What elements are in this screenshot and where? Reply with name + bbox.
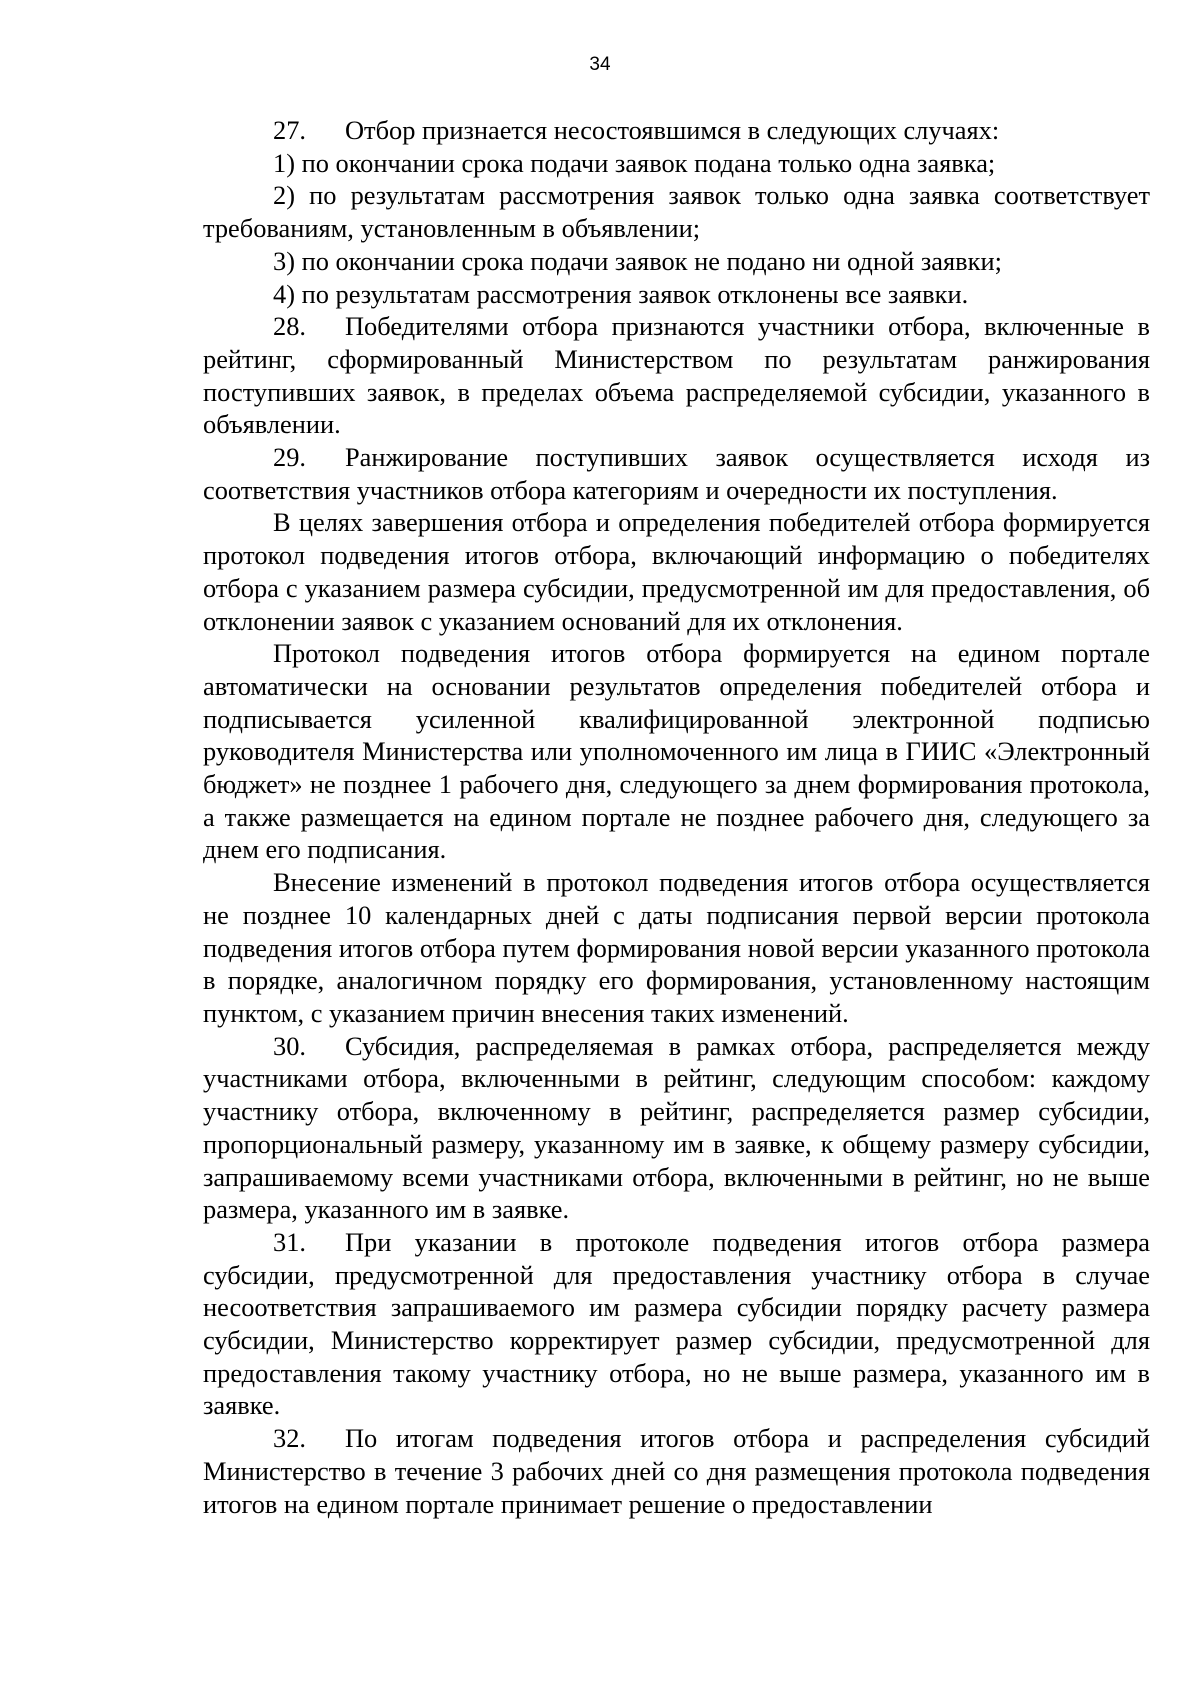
paragraph-29-protocol <box>203 637 1150 866</box>
clause-number: 29. <box>273 442 306 473</box>
paragraph-text: 1) по окончании срока подачи заявок подана только одна заявка; <box>273 147 996 178</box>
list-item-2 <box>203 179 1150 244</box>
paragraph-text: 2) по результатам рассмотрения заявок только одна заявка соответствует требованиям, установленным в объявлении; <box>203 180 1150 244</box>
paragraph-27 <box>203 114 1150 147</box>
clause-number: 32. <box>273 1423 306 1454</box>
paragraph-32 <box>203 1422 1150 1520</box>
paragraph-text: Победителями отбора признаются участники отбора, включенные в рейтинг, сформированный Министерством по результатам ранжирования поступивших заявок, в пределах объема распределяемой субсидии, указанного в объявлении. <box>203 311 1150 440</box>
clause-number: 28. <box>273 311 306 342</box>
list-item-4 <box>203 278 1150 311</box>
paragraph-30 <box>203 1030 1150 1226</box>
paragraph-text: По итогам подведения итогов отбора и распределения субсидий Министерство в течение 3 рабочих дней со дня размещения протокола подведения итогов на едином портале принимает решение о предоставлении <box>203 1423 1150 1519</box>
list-item-3 <box>203 245 1150 278</box>
paragraph-text: В целях завершения отбора и определения победителей отбора формируется протокол подведения итогов отбора, включающий информацию о победителях отбора с указанием размера субсидии, предусмотренной им для предоставления, об отклонении заявок с указанием оснований для их отклонения. <box>203 507 1150 636</box>
paragraph-31 <box>203 1226 1150 1422</box>
clause-number: 30. <box>273 1030 306 1061</box>
page-number: 34 <box>589 54 611 75</box>
paragraph-29-completion <box>203 506 1150 637</box>
list-item-1 <box>203 147 1150 180</box>
paragraph-text: 4) по результатам рассмотрения заявок отклонены все заявки. <box>273 278 969 309</box>
paragraph-text: Протокол подведения итогов отбора формируется на едином портале автоматически на основании результатов определения победителей отбора и подписывается усиленной квалифицированной электронной подписью руководителя Министерства или уполномоченного им лица в ГИИС «Электронный бюджет» не позднее 1 рабочего дня, следующего за днем формирования протокола, а также размещается на едином портале не позднее рабочего дня, следующего за днем его подписания. <box>203 638 1150 865</box>
paragraph-28 <box>203 310 1150 441</box>
paragraph-text: При указании в протоколе подведения итогов отбора размера субсидии, предусмотренной для предоставления участнику отбора в случае несоответствия запрашиваемого им размера субсидии порядку расчету размера субсидии, Министерство корректирует размер субсидии, предусмотренной для предоставления такому участнику отбора, но не выше размера, указанного им в заявке. <box>203 1226 1150 1421</box>
paragraph-text: Субсидия, распределяемая в рамках отбора, распределяется между участниками отбора, включенными в рейтинг, следующим способом: каждому участнику отбора, включенному в рейтинг, распределяется размер субсидии, пропорциональный размеру, указанному им в заявке, к общему размеру субсидии, запрашиваемому всеми участниками отбора, включенными в рейтинг, но не выше размера, указанного им в заявке. <box>203 1030 1150 1225</box>
paragraph-text: Ранжирование поступивших заявок осуществляется исходя из соответствия участников отбора категориям и очередности их поступления. <box>203 442 1150 505</box>
paragraph-text: 3) по окончании срока подачи заявок не подано ни одной заявки; <box>273 245 1002 276</box>
clause-number: 31. <box>273 1226 306 1257</box>
paragraph-29-amendments <box>203 866 1150 1030</box>
paragraph-text: Внесение изменений в протокол подведения итогов отбора осуществляется не позднее 10 календарных дней с даты подписания первой версии протокола подведения итогов отбора путем формирования новой версии указанного протокола в порядке, аналогичном порядку его формирования, установленному настоящим пунктом, с указанием причин внесения таких изменений. <box>203 867 1150 1028</box>
paragraph-text: Отбор признается несостоявшимся в следующих случаях: <box>345 115 1000 145</box>
paragraph-29 <box>203 441 1150 506</box>
clause-number: 27. <box>273 115 306 145</box>
document-body <box>203 114 1150 1520</box>
